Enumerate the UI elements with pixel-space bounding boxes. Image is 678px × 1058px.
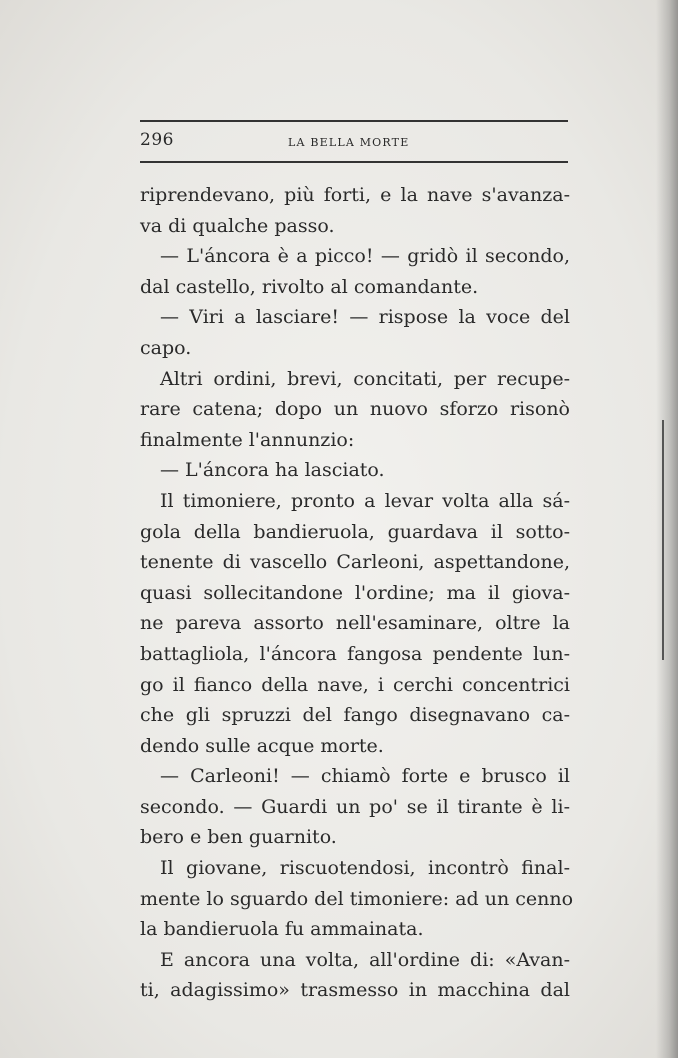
text-line: — L'áncora ha lasciato. bbox=[160, 459, 385, 482]
binding-shadow bbox=[656, 0, 678, 1058]
text-line: — Viri a lasciare! — rispose la voce del bbox=[160, 306, 570, 329]
text-line: la bandieruola fu ammainata. bbox=[140, 918, 424, 941]
text-line: dal castello, rivolto al comandante. bbox=[140, 275, 479, 298]
text-line: bero e ben guarnito. bbox=[140, 826, 337, 849]
header-rule-bottom bbox=[140, 161, 568, 163]
text-line: dendo sulle acque morte. bbox=[140, 734, 384, 757]
text-line: — L'áncora è a picco! — gridò il secondo, bbox=[160, 245, 570, 268]
text-line: Il giovane, riscuotendosi, incontrò final- bbox=[160, 857, 570, 880]
page-number: 296 bbox=[140, 130, 174, 150]
text-line: — Carleoni! — chiamò forte e brusco il bbox=[160, 765, 570, 788]
text-line: ti, adagissimo» trasmesso in macchina dal bbox=[140, 979, 570, 1002]
text-line: go il fianco della nave, i cerchi concentrici bbox=[140, 673, 570, 696]
text-line: Altri ordini, brevi, concitati, per recupe- bbox=[160, 367, 570, 390]
text-line: capo. bbox=[140, 336, 192, 359]
text-line: ne pareva assorto nell'esaminare, oltre la bbox=[140, 612, 570, 635]
text-line: quasi sollecitandone l'ordine; ma il giova- bbox=[140, 581, 570, 604]
text-line: va di qualche passo. bbox=[140, 214, 335, 237]
text-line: tenente di vascello Carleoni, aspettandone, bbox=[140, 551, 570, 574]
text-line: battagliola, l'áncora fangosa pendente lun- bbox=[140, 642, 570, 665]
text-line: che gli spruzzi del fango disegnavano ca- bbox=[140, 704, 570, 727]
text-line: riprendevano, più forti, e la nave s'avanza- bbox=[140, 184, 570, 206]
text-line: gola della bandieruola, guardava il sotto- bbox=[140, 520, 570, 543]
running-title: LA BELLA MORTE bbox=[288, 136, 410, 149]
text-line: secondo. — Guardi un po' se il tirante è li- bbox=[140, 795, 570, 818]
text-line: rare catena; dopo un nuovo sforzo risonò bbox=[140, 398, 570, 421]
binding-mark bbox=[662, 420, 664, 660]
header-rule-top bbox=[140, 120, 568, 122]
body-text bbox=[140, 180, 574, 1006]
text-line: Il timoniere, pronto a levar volta alla sá- bbox=[160, 489, 570, 512]
text-line: mente lo sguardo del timoniere: ad un cenno bbox=[140, 887, 574, 910]
text-line: finalmente l'annunzio: bbox=[140, 428, 355, 451]
text-line: E ancora una volta, all'ordine di: «Avan- bbox=[160, 948, 570, 971]
